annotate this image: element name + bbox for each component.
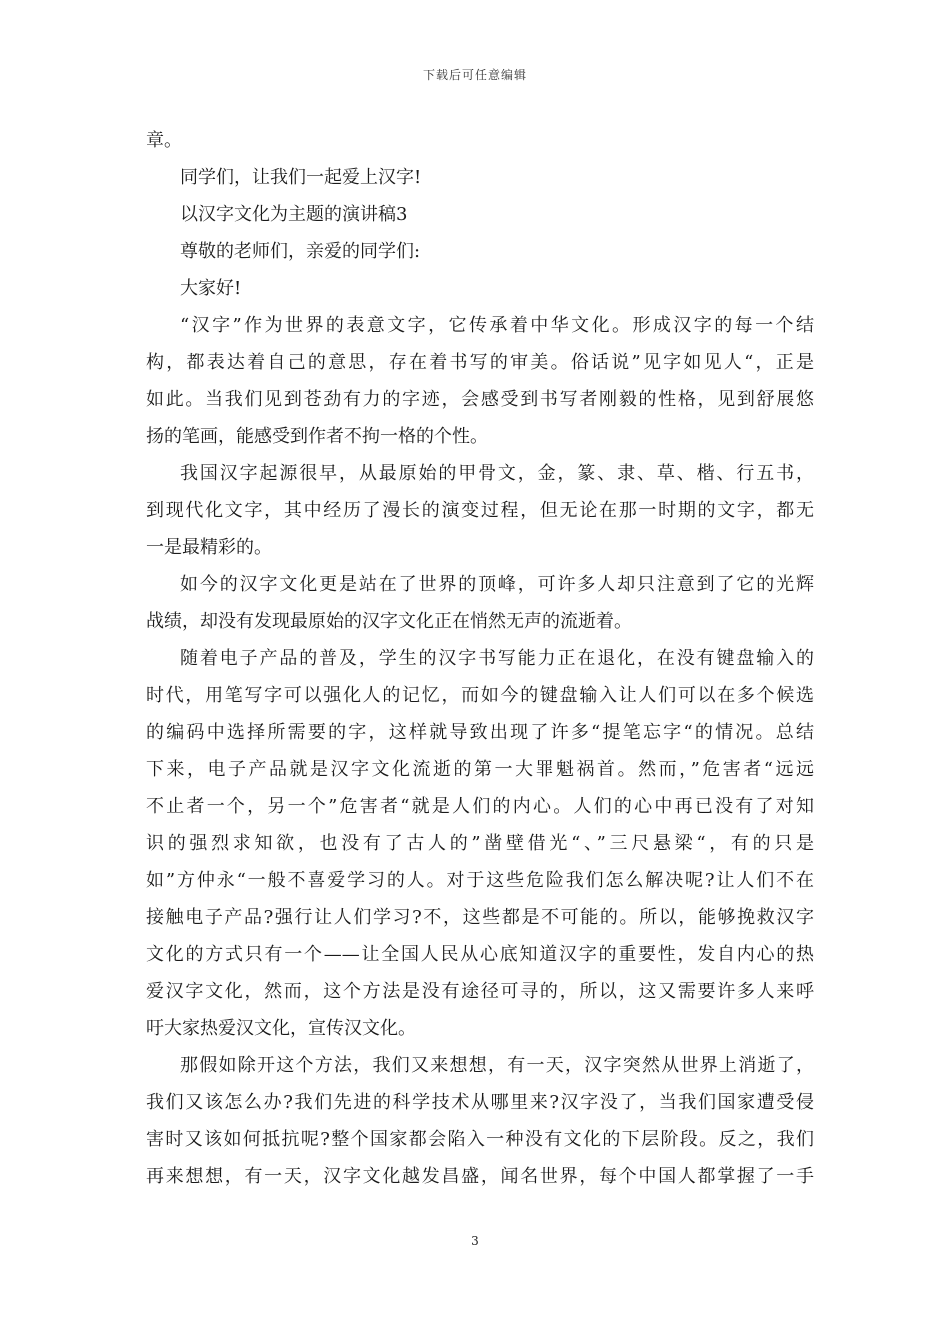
text-line: 下来，电子产品就是汉字文化流逝的第一大罪魁祸首。然而，”危害者“远远 [146, 759, 814, 780]
text-line: 再来想想，有一天，汉字文化越发昌盛，闻名世界，每个中国人都掌握了一手 [146, 1166, 814, 1187]
text-line: 随着电子产品的普及，学生的汉字书写能力正在退化，在没有键盘输入的 [180, 648, 814, 669]
text-line: 尊敬的老师们，亲爱的同学们: [180, 241, 421, 262]
text-line: 一是最精彩的。 [146, 537, 272, 558]
page-number: 3 [471, 1234, 479, 1248]
text-line: 那假如除开这个方法，我们又来想想，有一天，汉字突然从世界上消逝了， [180, 1055, 814, 1076]
text-line: 扬的笔画，能感受到作者不拘一格的个性。 [146, 426, 488, 447]
text-line: 害时又该如何抵抗呢?整个国家都会陷入一种没有文化的下层阶段。反之，我们 [146, 1129, 814, 1150]
text-line: 以汉字文化为主题的演讲稿3 [180, 204, 408, 225]
text-line: 构，都表达着自己的意思，存在着书写的审美。俗话说”见字如见人“，正是 [146, 352, 814, 373]
text-line: “汉字”作为世界的表意文字，它传承着中华文化。形成汉字的每一个结 [180, 315, 814, 336]
text-line: 战绩，却没有发现最原始的汉字文化正在悄然无声的流逝着。 [146, 611, 632, 632]
text-line: 同学们，让我们一起爱上汉字! [180, 167, 422, 188]
text-line: 不止者一个，另一个”危害者“就是人们的内心。人们的心中再已没有了对知 [146, 796, 814, 817]
text-line: 的编码中选择所需要的字，这样就导致出现了许多“提笔忘字“的情况。总结 [146, 722, 814, 743]
text-line: 吁大家热爱汉文化，宣传汉文化。 [146, 1018, 416, 1039]
text-line: 接触电子产品?强行让人们学习?不，这些都是不可能的。所以，能够挽救汉字 [146, 907, 814, 928]
text-line: 如”方仲永“一般不喜爱学习的人。对于这些危险我们怎么解决呢?让人们不在 [146, 870, 814, 891]
text-line: 如此。当我们见到苍劲有力的字迹，会感受到书写者刚毅的性格，见到舒展悠 [146, 389, 814, 410]
text-line: 如今的汉字文化更是站在了世界的顶峰，可许多人却只注意到了它的光辉 [180, 574, 814, 595]
text-line: 章。 [146, 130, 182, 151]
text-line: 到现代化文字，其中经历了漫长的演变过程，但无论在那一时期的文字，都无 [146, 500, 814, 521]
document-body [146, 122, 814, 1195]
text-line: 大家好! [180, 278, 242, 299]
page-header: 下载后可任意编辑 [422, 68, 527, 82]
text-line: 时代，用笔写字可以强化人的记忆，而如今的键盘输入让人们可以在多个候选 [146, 685, 814, 706]
text-line: 文化的方式只有一个——让全国人民从心底知道汉字的重要性，发自内心的热 [146, 944, 814, 965]
text-line: 我们又该怎么办?我们先进的科学技术从哪里来?汉字没了，当我们国家遭受侵 [146, 1092, 814, 1113]
text-line: 我国汉字起源很早，从最原始的甲骨文，金，篆、隶、草、楷、行五书， [180, 463, 814, 484]
text-line: 爱汉字文化，然而，这个方法是没有途径可寻的，所以，这又需要许多人来呼 [146, 981, 814, 1002]
text-line: 识的强烈求知欲，也没有了古人的”凿壁借光“、”三尺悬梁“，有的只是 [146, 833, 814, 854]
